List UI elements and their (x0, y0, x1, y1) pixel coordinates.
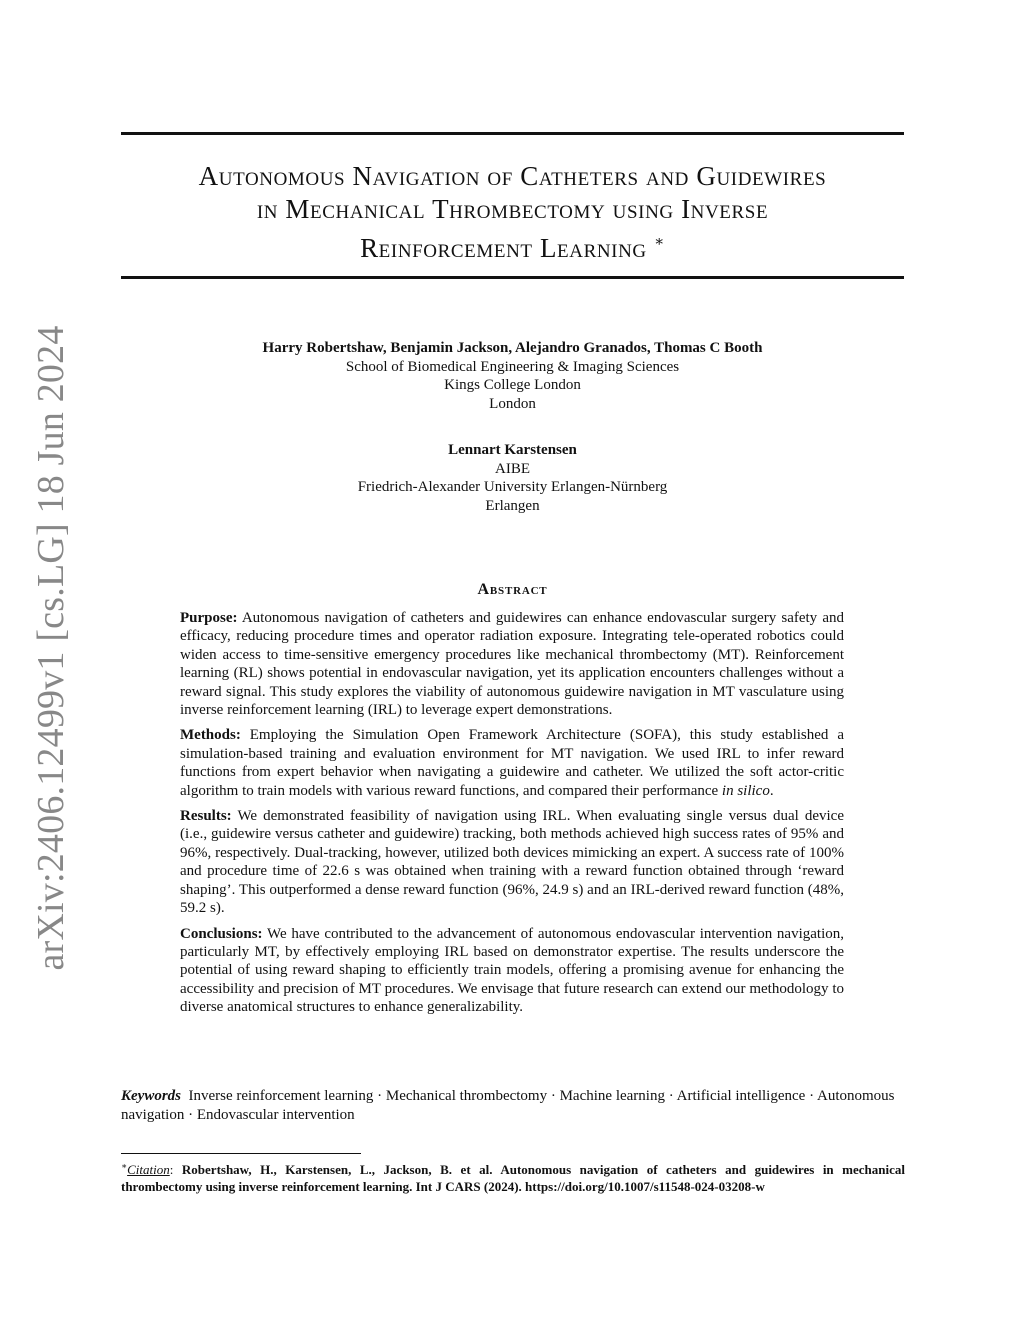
keywords-text: Inverse reinforcement learning · Mechanical thrombectomy · Machine learning · Artificial intelligence · Autonomous navigation · Endovascular intervention (121, 1088, 895, 1123)
author-affiliation-line: Kings College London (444, 377, 581, 393)
abstract-results (180, 807, 844, 917)
keywords (121, 1087, 904, 1124)
abstract-body (180, 609, 844, 1024)
author-block-1 (121, 339, 904, 413)
section-text-italic: in silico (721, 782, 770, 799)
abstract-conclusions (180, 925, 844, 1017)
section-text-end: . (769, 782, 774, 799)
footnote-rule (121, 1153, 361, 1154)
author-names: Harry Robertshaw, Benjamin Jackson, Alejandro Granados, Thomas C Booth (262, 340, 763, 356)
author-names: Lennart Karstensen (448, 442, 577, 458)
author-affiliation-line: Friedrich-Alexander University Erlangen-Nürnberg (357, 479, 668, 495)
author-affiliation-line: School of Biomedical Engineering & Imaging Sciences (345, 358, 680, 375)
arxiv-identifier-stamp: arXiv:2406.12499v1 [cs.LG] 18 Jun 2024 (30, 325, 72, 971)
title-footnote-mark[interactable]: ∗ (654, 234, 665, 250)
section-label: Methods: (180, 727, 241, 744)
author-block-2 (121, 441, 904, 515)
abstract-purpose (180, 609, 844, 719)
author-affiliation-line: Erlangen (485, 497, 540, 514)
footnote-mark: ∗ (121, 1161, 128, 1171)
citation-label: Citation (127, 1162, 170, 1177)
title-line-2: in Mechanical Thrombectomy using Inverse (256, 194, 769, 224)
section-label: Conclusions: (180, 925, 263, 942)
title-line-1: Autonomous Navigation of Catheters and Guidewires (198, 161, 827, 191)
title-line-3: Reinforcement Learning (360, 233, 647, 263)
author-affiliation-line: London (489, 395, 536, 412)
abstract-methods (180, 726, 844, 800)
citation-text[interactable]: Robertshaw, H., Karstensen, L., Jackson, B. et al. Autonomous navigation of catheters and guidewires in mechanical thrombectomy using inverse reinforcement learning. Int J CARS (2024). https://doi.org/10.1007/s11548-024-03208-w (121, 1162, 906, 1194)
title-bottom-rule (121, 276, 904, 279)
abstract-heading: Abstract (477, 581, 548, 598)
author-affiliation-line: AIBE (495, 460, 530, 477)
section-text: We have contributed to the advancement of autonomous endovascular intervention navigation, particularly MT, by effectively employing IRL based on demonstrator expertise. The results underscore the potential of using reward shaping to efficiently train models, offering a promising avenue for enhancing the accessibility and precision of MT procedures. We envisage that future research can extend our methodology to diverse anatomical structures to enhance generalizability. (180, 925, 844, 1016)
keywords-label: Keywords (121, 1088, 181, 1104)
citation-footnote (121, 1158, 905, 1195)
section-label: Purpose: (180, 610, 238, 626)
section-text: We demonstrated feasibility of navigation using IRL. When evaluating single versus dual device (i.e., guidewire versus catheter and guidewire) tracking, both methods achieved high success rates of 95% and 96%, respectively. Dual-tracking, however, utilized both devices mimicking an expert. A success rate of 100% and procedure time of 22.6 s was obtained when training with a reward function obtained through ‘reward shaping’. This outperformed a dense reward function (96%, 24.9 s) and an IRL-derived reward function (48%, 59.2 s). (180, 808, 844, 917)
section-text: Autonomous navigation of catheters and guidewires can enhance endovascular surgery safety and efficacy, reducing procedure times and operator radiation exposure. Integrating tele-operated robotics could widen access to time-sensitive emergency procedures like mechanical thrombectomy (MT). Reinforcement learning (RL) shows potential in endovascular navigation, yet its application encounters challenges without a reward signal. This study explores the viability of autonomous guidewire navigation in MT vasculature using inverse reinforcement learning (IRL) to leverage expert demonstrations. (180, 610, 844, 719)
section-text: Employing the Simulation Open Framework Architecture (SOFA), this study established a simulation-based training and evaluation environment for MT navigation. We used IRL to infer reward functions from expert behavior when navigating a guidewire and catheter. We utilized the soft actor-critic algorithm to train models with various reward functions, and compared their performance (180, 727, 844, 799)
section-label: Results: (180, 808, 232, 825)
title-top-rule (121, 132, 904, 135)
paper-title (121, 160, 904, 265)
citation-separator: : (169, 1162, 174, 1177)
